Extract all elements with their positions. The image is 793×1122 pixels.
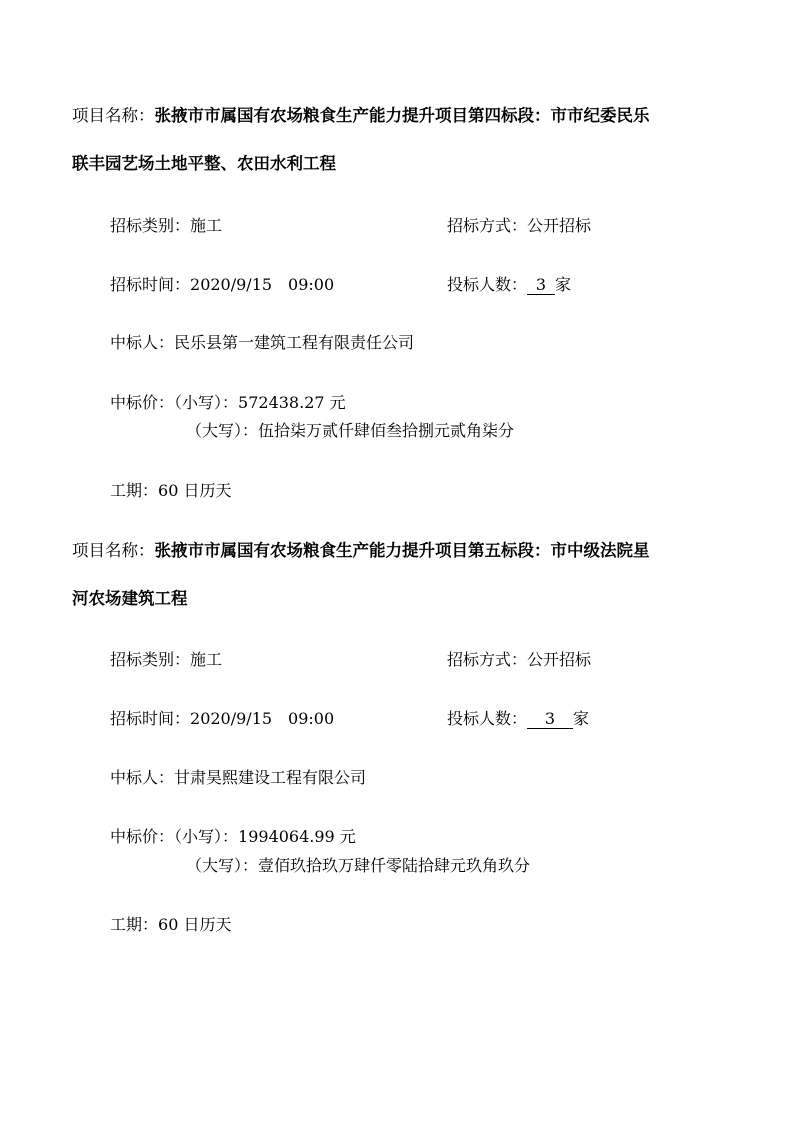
bid-method (447, 216, 591, 236)
bidder-count-label: 投标人数： (447, 275, 528, 294)
bidder-count-value: 3 (527, 710, 573, 729)
bid-category (110, 650, 222, 670)
winning-price-label: 中标价： (110, 393, 175, 412)
bid-method-label: 招标方式： (447, 216, 528, 235)
period-value: 60 日历天 (158, 915, 232, 934)
price-small-value: 1994064.99 元 (238, 827, 356, 846)
period-label: 工期： (110, 481, 159, 500)
bid-category-label: 招标类别： (110, 216, 191, 235)
project-title-1 (72, 106, 732, 174)
bid-time (110, 709, 334, 729)
bid-time-value: 2020/9/15 09:00 (190, 275, 335, 294)
bidder-count (447, 709, 589, 729)
winning-bidder-value: 民乐县第一建筑工程有限责任公司 (174, 333, 415, 352)
winning-price-label: 中标价： (110, 827, 175, 846)
project-title-text: 张掖市市属国有农场粮食生产能力提升项目第四标段：市市纪委民乐 (154, 106, 650, 125)
price-big-value: 伍拾柒万贰仟肆佰叁拾捌元贰角柒分 (258, 421, 515, 440)
price-big-label: （大写）： (186, 856, 259, 875)
winning-price-big (186, 856, 530, 876)
winning-bidder-label: 中标人： (110, 768, 175, 787)
project-title-continuation: 联丰园艺场土地平整、农田水利工程 (72, 154, 336, 173)
price-small-label: （小写）： (174, 393, 239, 412)
bid-time (110, 275, 334, 295)
price-big-value: 壹佰玖拾玖万肆仟零陆拾肆元玖角玖分 (258, 856, 531, 875)
construction-period (110, 915, 231, 935)
winning-bidder (110, 333, 414, 353)
price-small-value: 572438.27 元 (238, 393, 346, 412)
project-title-text: 张掖市市属国有农场粮食生产能力提升项目第五标段：市中级法院星 (154, 541, 650, 560)
bid-time-value: 2020/9/15 09:00 (190, 709, 335, 728)
period-label: 工期： (110, 915, 159, 934)
bid-time-label: 招标时间： (110, 275, 191, 294)
bidder-count (447, 275, 571, 295)
bidder-count-value: 3 (527, 276, 555, 295)
bid-category-value: 施工 (190, 216, 223, 235)
bid-method (447, 650, 591, 670)
bid-category (110, 216, 222, 236)
construction-period (110, 481, 231, 501)
project-title-label: 项目名称： (72, 106, 155, 125)
price-small-label: （小写）： (174, 827, 239, 846)
bid-method-value: 公开招标 (527, 650, 592, 669)
bidder-count-unit: 家 (555, 275, 572, 294)
project-title-label: 项目名称： (72, 541, 155, 560)
winning-price-small (110, 827, 356, 847)
bidder-count-label: 投标人数： (447, 709, 528, 728)
bid-method-label: 招标方式： (447, 650, 528, 669)
bid-time-label: 招标时间： (110, 709, 191, 728)
bid-method-value: 公开招标 (527, 216, 592, 235)
winning-bidder (110, 768, 366, 788)
price-big-label: （大写）： (186, 421, 259, 440)
winning-price-big (186, 421, 514, 441)
winning-bidder-value: 甘肃昊熙建设工程有限公司 (174, 768, 367, 787)
winning-bidder-label: 中标人： (110, 333, 175, 352)
bid-category-value: 施工 (190, 650, 223, 669)
winning-price-small (110, 393, 346, 413)
bidder-count-unit: 家 (573, 709, 590, 728)
bid-category-label: 招标类别： (110, 650, 191, 669)
project-title-continuation: 河农场建筑工程 (72, 589, 188, 608)
period-value: 60 日历天 (158, 481, 232, 500)
project-title-2 (72, 541, 732, 609)
